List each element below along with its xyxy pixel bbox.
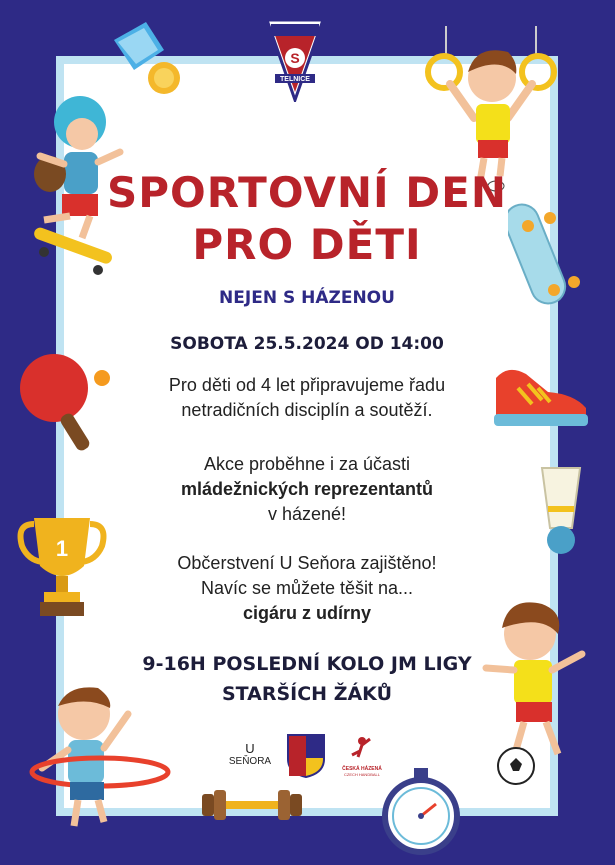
paragraph-intro: [120, 373, 494, 423]
medal-icon: [106, 20, 186, 100]
league-line1: 9-16H POSLEDNÍ KOLO JM LIGY: [142, 653, 472, 675]
league-line2: STARŠÍCH ŽÁKŮ: [221, 683, 393, 705]
shuttlecock-icon: [520, 466, 600, 558]
handball-player-icon: [340, 735, 384, 761]
event-date: SOBOTA 25.5.2024 OD 14:00: [170, 334, 444, 354]
poster-title-line1: SPORTOVNÍ DEN: [106, 168, 508, 217]
svg-text:S: S: [290, 50, 300, 66]
town-crest-icon: [286, 733, 326, 779]
dumbbell-icon: [198, 784, 306, 824]
paragraph-representatives-line2: mládežnických reprezentantů: [180, 479, 434, 499]
paragraph-refreshments-line1: Občerstvení U Seňora zajištěno!: [177, 553, 437, 573]
paragraph-representatives-line3: v házené!: [267, 504, 347, 524]
czech-handball-logo: [340, 735, 384, 783]
svg-text:1920: 1920: [301, 86, 313, 92]
handball-logo-line2: CZECH HANDBALL: [343, 772, 380, 777]
paragraph-representatives-line1: Akce proběhne i za účasti: [203, 454, 411, 474]
handball-logo-line1: ČESKÁ HÁZENÁ: [342, 766, 382, 772]
ping-pong-paddle-icon: [18, 350, 118, 460]
senor-logo: [228, 741, 272, 767]
poster-title-line2: PRO DĚTI: [192, 220, 422, 269]
svg-text:TELNICE: TELNICE: [280, 76, 310, 83]
senor-logo-line1: U: [245, 741, 255, 756]
paragraph-representatives: [120, 452, 494, 527]
svg-text:1: 1: [55, 536, 69, 561]
paragraph-intro-line1: Pro děti od 4 let připravujeme řadu: [168, 375, 446, 395]
trophy-icon: [14, 512, 110, 622]
paragraph-intro-line2: netradičních disciplín a soutěží.: [181, 400, 433, 420]
sneaker-icon: [488, 358, 592, 430]
paragraph-refreshments: [120, 551, 494, 626]
sponsor-logos: [228, 733, 388, 785]
paragraph-refreshments-line3: cigáru z udírny: [242, 603, 372, 623]
poster-subtitle: NEJEN S HÁZENOU: [219, 288, 395, 308]
stopwatch-icon: [378, 766, 464, 856]
paragraph-refreshments-line2: Navíc se můžete těšit na...: [200, 578, 414, 598]
senor-logo-line2: SEŇORA: [228, 756, 272, 767]
club-logo: [265, 18, 325, 102]
